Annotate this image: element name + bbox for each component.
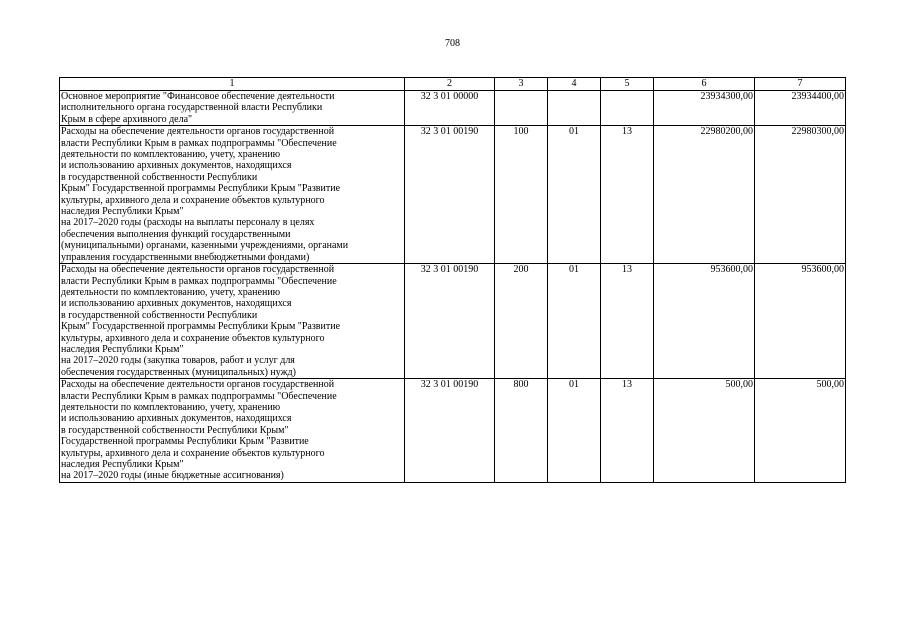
row-amount-col6: 22980200,00: [654, 126, 755, 264]
row-section: 01: [548, 379, 601, 483]
header-col-1: 1: [60, 78, 405, 91]
row-subsection: [601, 91, 654, 126]
row-target-code: 32 3 01 00190: [405, 379, 495, 483]
table-row: [60, 91, 846, 126]
table-row: [60, 379, 846, 483]
row-expense-type: [495, 91, 548, 126]
row-amount-col6: 23934300,00: [654, 91, 755, 126]
header-col-4: 4: [548, 78, 601, 91]
header-col-7: 7: [755, 78, 846, 91]
row-target-code: 32 3 01 00190: [405, 264, 495, 379]
row-name: Расходы на обеспечение деятельности органов государственной власти Республики Крым в рамках подпрограммы "Обеспечение деятельности по комплектованию, учету, хранению и использованию архивных документов, находящихся в государственной собственности Республики Крым" Государственной программы Республики Крым "Развитие культуры, архивного дела и сохранение объектов культурного наследия Республики Крым" на 2017–2020 годы (иные бюджетные ассигнования): [60, 379, 405, 483]
row-amount-col6: 500,00: [654, 379, 755, 483]
row-expense-type: 800: [495, 379, 548, 483]
header-col-3: 3: [495, 78, 548, 91]
row-name: Основное мероприятие "Финансовое обеспечение деятельности исполнительного органа государственной власти Республики Крым в сфере архивного дела": [60, 91, 405, 126]
row-subsection: 13: [601, 379, 654, 483]
row-amount-col7: 23934400,00: [755, 91, 846, 126]
table-row: [60, 126, 846, 264]
row-subsection: 13: [601, 264, 654, 379]
row-name: Расходы на обеспечение деятельности органов государственной власти Республики Крым в рамках подпрограммы "Обеспечение деятельности по комплектованию, учету, хранению и использованию архивных документов, находящихся в государственной собственности Республики Крым" Государственной программы Республики Крым "Развитие культуры, архивного дела и сохранение объектов культурного наследия Республики Крым" на 2017–2020 годы (закупка товаров, работ и услуг для обеспечения государственных (муниципальных) нужд): [60, 264, 405, 379]
row-amount-col6: 953600,00: [654, 264, 755, 379]
page-number: 708: [445, 38, 460, 49]
row-name: Расходы на обеспечение деятельности органов государственной власти Республики Крым в рамках подпрограммы "Обеспечение деятельности по комплектованию, учету, хранению и использованию архивных документов, находящихся в государственной собственности Республики Крым" Государственной программы Республики Крым "Развитие культуры, архивного дела и сохранение объектов культурного наследия Республики Крым" на 2017–2020 годы (расходы на выплаты персоналу в целях обеспечения выполнения функций государственными (муниципальными) органами, казенными учреждениями, органами управления государственными внебюджетными фондами): [60, 126, 405, 264]
header-col-6: 6: [654, 78, 755, 91]
row-target-code: 32 3 01 00190: [405, 126, 495, 264]
row-amount-col7: 953600,00: [755, 264, 846, 379]
row-section: 01: [548, 264, 601, 379]
header-col-2: 2: [405, 78, 495, 91]
budget-table: [59, 77, 846, 483]
row-subsection: 13: [601, 126, 654, 264]
row-target-code: 32 3 01 00000: [405, 91, 495, 126]
row-amount-col7: 22980300,00: [755, 126, 846, 264]
row-expense-type: 100: [495, 126, 548, 264]
header-col-5: 5: [601, 78, 654, 91]
row-amount-col7: 500,00: [755, 379, 846, 483]
row-expense-type: 200: [495, 264, 548, 379]
header-row: [60, 78, 846, 91]
row-section: [548, 91, 601, 126]
row-section: 01: [548, 126, 601, 264]
table-row: [60, 264, 846, 379]
